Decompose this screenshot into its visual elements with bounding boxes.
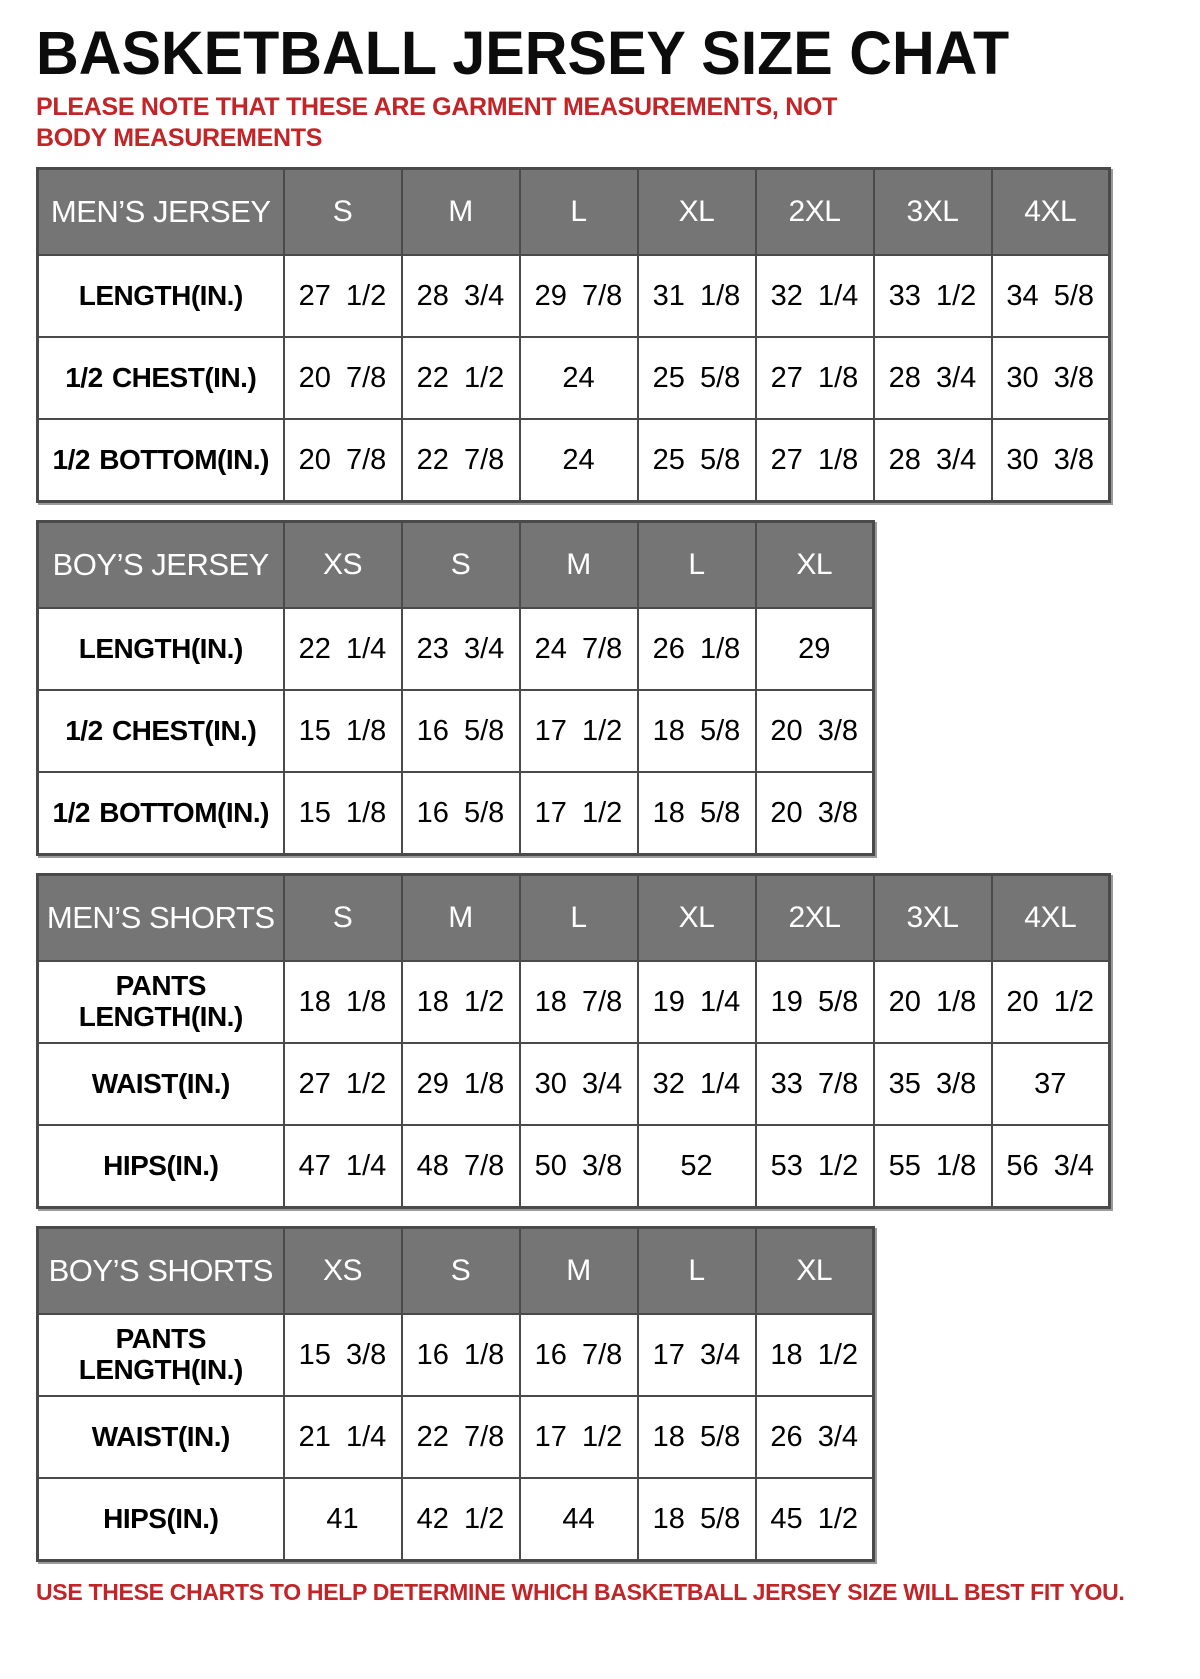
size-value-cell: 27 1/2 [284, 255, 402, 337]
size-value-cell: 26 3/4 [756, 1396, 874, 1478]
size-value-cell: 17 1/2 [520, 1396, 638, 1478]
table-row [38, 961, 1110, 1043]
size-column-header: 3XL [874, 169, 992, 256]
size-value-cell: 27 1/8 [756, 419, 874, 502]
size-value-cell: 24 7/8 [520, 608, 638, 690]
page-title: BASKETBALL JERSEY SIZE CHAT [36, 19, 1010, 87]
size-value-cell: 45 1/2 [756, 1478, 874, 1561]
size-value-cell: 16 5/8 [402, 772, 520, 855]
size-column-header: S [284, 875, 402, 962]
size-value-cell: 18 5/8 [638, 1478, 756, 1561]
size-value-cell: 35 3/8 [874, 1043, 992, 1125]
table-row [38, 1478, 874, 1561]
row-label: LENGTH(IN.) [38, 608, 284, 690]
size-value-cell: 52 [638, 1125, 756, 1208]
size-value-cell: 20 7/8 [284, 337, 402, 419]
table-row [38, 1043, 1110, 1125]
size-value-cell: 18 1/2 [402, 961, 520, 1043]
size-value-cell: 28 3/4 [874, 419, 992, 502]
size-value-cell: 20 1/2 [992, 961, 1110, 1043]
size-value-cell: 29 [756, 608, 874, 690]
size-value-cell: 18 1/8 [284, 961, 402, 1043]
size-value-cell: 48 7/8 [402, 1125, 520, 1208]
size-column-header: S [402, 522, 520, 609]
size-column-header: 3XL [874, 875, 992, 962]
size-value-cell: 30 3/8 [992, 337, 1110, 419]
size-column-header: M [402, 169, 520, 256]
size-value-cell: 17 1/2 [520, 690, 638, 772]
size-column-header: M [402, 875, 520, 962]
size-value-cell: 22 7/8 [402, 419, 520, 502]
size-column-header: S [402, 1228, 520, 1315]
size-column-header: L [520, 875, 638, 962]
size-value-cell: 15 1/8 [284, 772, 402, 855]
row-label: WAIST(IN.) [38, 1043, 284, 1125]
size-value-cell: 29 7/8 [520, 255, 638, 337]
size-value-cell: 55 1/8 [874, 1125, 992, 1208]
size-value-cell: 16 5/8 [402, 690, 520, 772]
size-value-cell: 33 7/8 [756, 1043, 874, 1125]
size-value-cell: 26 1/8 [638, 608, 756, 690]
row-label: PANTS LENGTH(IN.) [38, 1314, 284, 1396]
row-label: HIPS(IN.) [38, 1125, 284, 1208]
mens-jersey-table [36, 167, 1111, 503]
table-row [38, 690, 874, 772]
size-column-header: XL [638, 169, 756, 256]
mens-shorts-table [36, 873, 1111, 1209]
size-value-cell: 28 3/4 [402, 255, 520, 337]
table-row [38, 1314, 874, 1396]
size-value-cell: 28 3/4 [874, 337, 992, 419]
size-value-cell: 30 3/4 [520, 1043, 638, 1125]
size-value-cell: 17 3/4 [638, 1314, 756, 1396]
row-label: 1/2 BOTTOM(IN.) [38, 419, 284, 502]
size-value-cell: 56 3/4 [992, 1125, 1110, 1208]
size-value-cell: 15 3/8 [284, 1314, 402, 1396]
size-value-cell: 16 7/8 [520, 1314, 638, 1396]
size-value-cell: 53 1/2 [756, 1125, 874, 1208]
size-column-header: 2XL [756, 169, 874, 256]
size-column-header: M [520, 522, 638, 609]
size-column-header: XS [284, 522, 402, 609]
size-column-header: 4XL [992, 169, 1110, 256]
size-value-cell: 15 1/8 [284, 690, 402, 772]
size-value-cell: 20 3/8 [756, 690, 874, 772]
size-value-cell: 20 1/8 [874, 961, 992, 1043]
size-value-cell: 17 1/2 [520, 772, 638, 855]
size-value-cell: 22 7/8 [402, 1396, 520, 1478]
header-row [38, 1228, 874, 1315]
row-label: 1/2 CHEST(IN.) [38, 337, 284, 419]
row-label: LENGTH(IN.) [38, 255, 284, 337]
size-column-header: XL [638, 875, 756, 962]
table-title-mens-jersey: MEN’S JERSEY [38, 169, 284, 256]
row-label: 1/2 BOTTOM(IN.) [38, 772, 284, 855]
size-value-cell: 18 1/2 [756, 1314, 874, 1396]
size-value-cell: 19 1/4 [638, 961, 756, 1043]
size-value-cell: 20 3/8 [756, 772, 874, 855]
table-row [38, 1396, 874, 1478]
size-value-cell: 20 7/8 [284, 419, 402, 502]
size-value-cell: 37 [992, 1043, 1110, 1125]
size-value-cell: 41 [284, 1478, 402, 1561]
row-label: PANTS LENGTH(IN.) [38, 961, 284, 1043]
size-column-header: XL [756, 1228, 874, 1315]
size-value-cell: 22 1/2 [402, 337, 520, 419]
boys-jersey-table [36, 520, 875, 856]
size-value-cell: 44 [520, 1478, 638, 1561]
header-row [38, 875, 1110, 962]
size-value-cell: 16 1/8 [402, 1314, 520, 1396]
boys-shorts-table [36, 1226, 875, 1562]
size-value-cell: 18 7/8 [520, 961, 638, 1043]
size-value-cell: 18 5/8 [638, 690, 756, 772]
size-value-cell: 22 1/4 [284, 608, 402, 690]
header-row [38, 522, 874, 609]
row-label: WAIST(IN.) [38, 1396, 284, 1478]
table-row [38, 255, 1110, 337]
size-column-header: 2XL [756, 875, 874, 962]
size-value-cell: 25 5/8 [638, 337, 756, 419]
size-value-cell: 32 1/4 [638, 1043, 756, 1125]
size-value-cell: 27 1/2 [284, 1043, 402, 1125]
header-row [38, 169, 1110, 256]
table-row [38, 1125, 1110, 1208]
table-row [38, 337, 1110, 419]
size-value-cell: 34 5/8 [992, 255, 1110, 337]
size-column-header: L [638, 1228, 756, 1315]
table-title-boys-shorts: BOY’S SHORTS [38, 1228, 284, 1315]
usage-note: USE THESE CHARTS TO HELP DETERMINE WHICH BASKETBALL JERSEY SIZE WILL BEST FIT YOU. [36, 1579, 1125, 1605]
size-value-cell: 47 1/4 [284, 1125, 402, 1208]
size-column-header: L [520, 169, 638, 256]
table-row [38, 608, 874, 690]
table-title-boys-jersey: BOY’S JERSEY [38, 522, 284, 609]
row-label: HIPS(IN.) [38, 1478, 284, 1561]
table-row [38, 772, 874, 855]
size-column-header: S [284, 169, 402, 256]
size-value-cell: 24 [520, 337, 638, 419]
size-value-cell: 21 1/4 [284, 1396, 402, 1478]
size-value-cell: 24 [520, 419, 638, 502]
size-value-cell: 18 5/8 [638, 1396, 756, 1478]
size-value-cell: 32 1/4 [756, 255, 874, 337]
size-column-header: M [520, 1228, 638, 1315]
table-title-mens-shorts: MEN’S SHORTS [38, 875, 284, 962]
garment-measurement-note: PLEASE NOTE THAT THESE ARE GARMENT MEASUREMENTS, NOT BODY MEASUREMENTS [36, 93, 838, 152]
size-value-cell: 27 1/8 [756, 337, 874, 419]
size-value-cell: 25 5/8 [638, 419, 756, 502]
size-value-cell: 18 5/8 [638, 772, 756, 855]
table-row [38, 419, 1110, 502]
size-value-cell: 30 3/8 [992, 419, 1110, 502]
size-value-cell: 23 3/4 [402, 608, 520, 690]
size-column-header: XS [284, 1228, 402, 1315]
size-value-cell: 50 3/8 [520, 1125, 638, 1208]
size-value-cell: 42 1/2 [402, 1478, 520, 1561]
size-value-cell: 33 1/2 [874, 255, 992, 337]
size-value-cell: 19 5/8 [756, 961, 874, 1043]
size-column-header: XL [756, 522, 874, 609]
size-column-header: 4XL [992, 875, 1110, 962]
size-value-cell: 29 1/8 [402, 1043, 520, 1125]
size-value-cell: 31 1/8 [638, 255, 756, 337]
size-column-header: L [638, 522, 756, 609]
row-label: 1/2 CHEST(IN.) [38, 690, 284, 772]
